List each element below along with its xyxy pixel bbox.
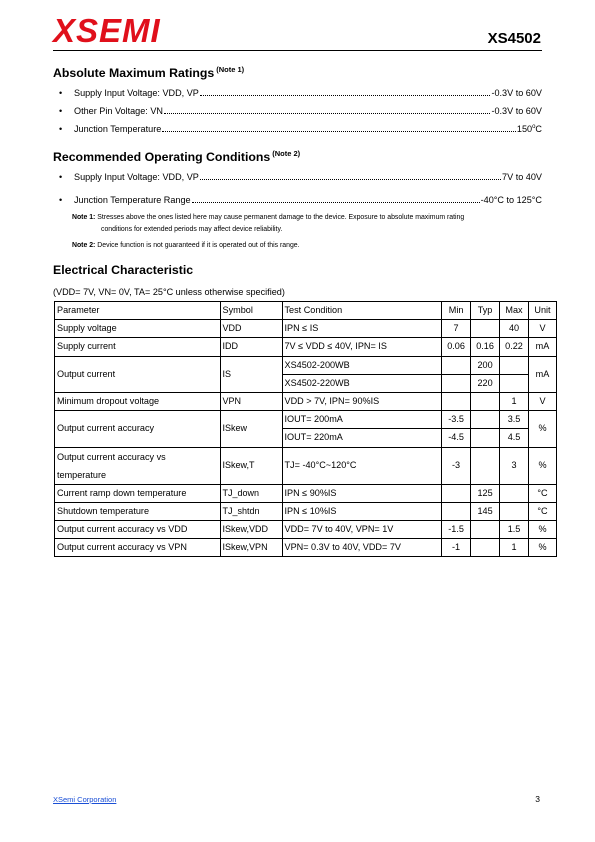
abs-max-item: • Junction Temperature 150$^o$C: [59, 124, 542, 135]
company-link[interactable]: XSemi Corporation: [53, 795, 117, 804]
abs-max-item: • Other Pin Voltage: VN -0.3V to 60V: [59, 106, 542, 116]
electrical-characteristic-table: [54, 301, 557, 557]
rec-op-title: Recommended Operating Conditions: [53, 150, 271, 164]
table-row: XS4502-220WB 220: [55, 374, 557, 392]
header-divider: [53, 50, 542, 51]
abs-max-note-ref: (Note 1): [216, 65, 245, 74]
rec-op-item: • Junction Temperature Range -40°C to 125°C: [59, 195, 542, 205]
table-row: Current ramp down temperature TJ_down IPN ≤ 90%IS 125 °C: [55, 484, 557, 502]
header-cell: Unit: [529, 302, 557, 320]
ec-title: Electrical Characteristic: [53, 263, 194, 277]
header-cell: Typ: [471, 302, 500, 320]
table-row: Output current accuracy vs VPN ISkew,VPN VPN= 0.3V to 40V, VDD= 7V -1 1 %: [55, 539, 557, 557]
table-row: Output current IS XS4502-200WB 200 mA: [55, 356, 557, 374]
note-2: Note 2: Device function is not guaranteed if it is operated out of this range.: [72, 242, 300, 249]
table-header-row: [55, 302, 557, 320]
ec-heading: [53, 263, 193, 277]
header-cell: Symbol: [220, 302, 282, 320]
table-row: Output current accuracy vs VDD ISkew,VDD VDD= 7V to 40V, VPN= 1V -1.5 1.5 %: [55, 520, 557, 538]
rec-op-note-ref: (Note 2): [272, 149, 301, 158]
header-cell: Test Condition: [282, 302, 442, 320]
ec-conditions: (VDD= 7V, VN= 0V, TA= 25°C unless otherwise specified): [53, 287, 285, 297]
table-row: Output current accuracy ISkew IOUT= 200mA -3.5 3.5 %: [55, 411, 557, 429]
rec-op-item: • Supply Input Voltage: VDD, VP 7V to 40V: [59, 172, 542, 182]
table-row: Supply voltage VDD IPN ≤ IS 7 40 V: [55, 320, 557, 338]
header-cell: Parameter: [55, 302, 221, 320]
table-row: IOUT= 220mA -4.5 4.5: [55, 429, 557, 447]
part-number: XS4502: [487, 30, 541, 47]
abs-max-heading: [53, 66, 244, 80]
table-row: Output current accuracy vs temperature ISkew,T TJ= -40°C~120°C -3 3 %: [55, 447, 557, 484]
header-cell: Max: [500, 302, 529, 320]
rec-op-heading: [53, 150, 300, 164]
header-cell: Min: [442, 302, 471, 320]
abs-max-title: Absolute Maximum Ratings: [53, 66, 215, 80]
note-1: Note 1: Stresses above the ones listed here may cause permanent damage to the device. Exposure to absolute maximum rating conditions for extended periods may affect device reliability.: [72, 214, 465, 233]
table-row: Shutdown temperature TJ_shtdn IPN ≤ 10%IS 145 °C: [55, 502, 557, 520]
logo-text: XSEMI: [53, 12, 161, 49]
page-number: 3: [535, 794, 540, 804]
abs-max-item: • Supply Input Voltage: VDD, VP -0.3V to 60V: [59, 88, 542, 98]
table-row: Minimum dropout voltage VPN VDD > 7V, IPN= 90%IS 1 V: [55, 392, 557, 410]
company-logo: [53, 14, 161, 48]
table-row: Supply current IDD 7V ≤ VDD ≤ 40V, IPN= IS 0.06 0.16 0.22 mA: [55, 338, 557, 356]
